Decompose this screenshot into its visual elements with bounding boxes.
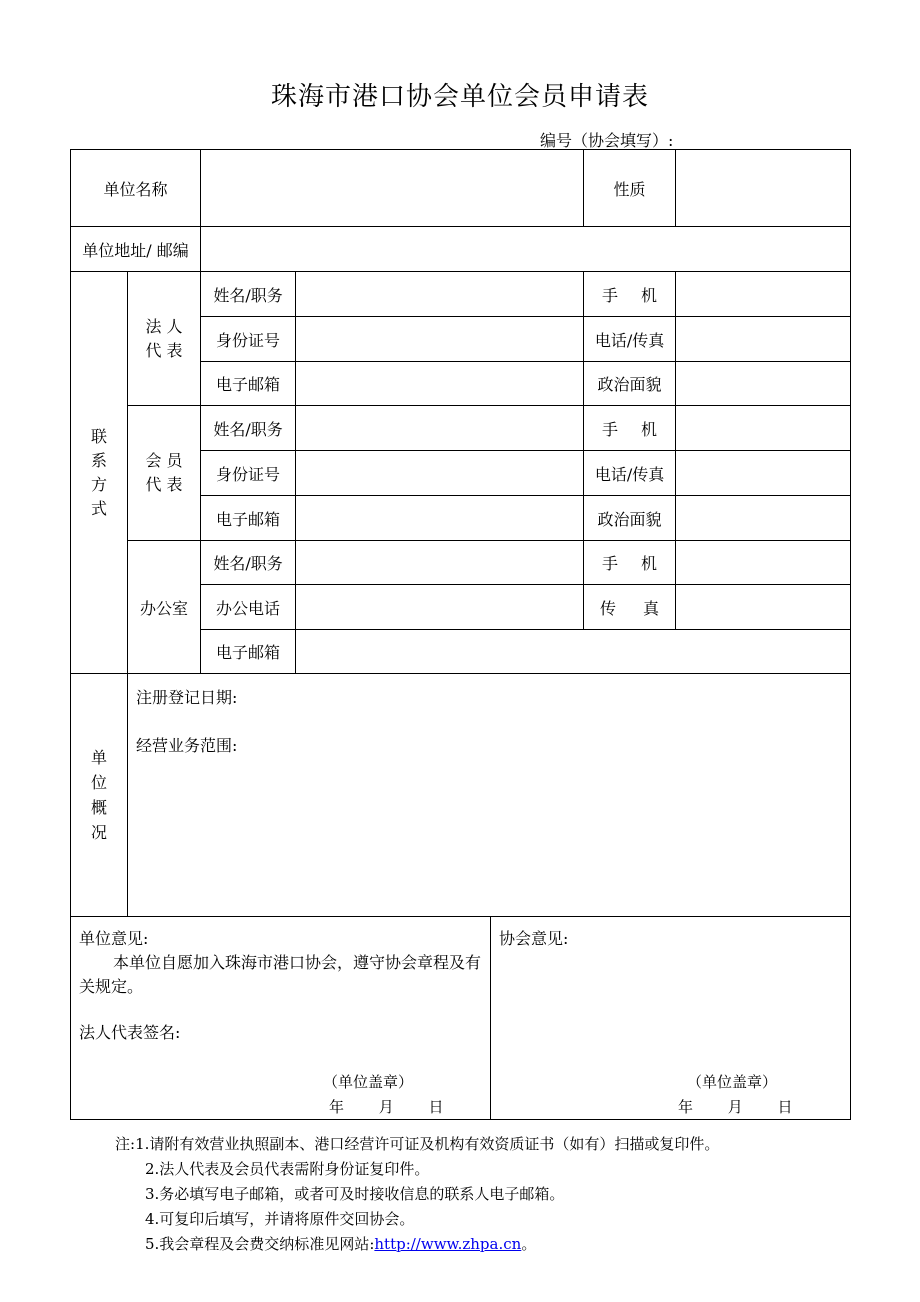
legal-sign-label: 法人代表签名: — [79, 1023, 181, 1042]
note-1: 1.请附有效营业执照副本、港口经营许可证及机构有效资质证书（如有）扫描或复印件。 — [135, 1135, 720, 1153]
website-link[interactable]: http://www.zhpa.cn — [374, 1235, 522, 1253]
legal-mobile-field[interactable] — [676, 272, 851, 317]
unit-name-field[interactable] — [201, 150, 584, 227]
unit-opinion-box[interactable] — [71, 917, 491, 1120]
note-5-end: 。 — [521, 1235, 537, 1253]
legal-rep-label — [128, 272, 201, 406]
nature-field[interactable] — [676, 150, 851, 227]
legal-political-label: 政治面貌 — [584, 362, 676, 406]
legal-id-label: 身份证号 — [201, 317, 296, 362]
note-2: 2.法人代表及会员代表需附身份证复印件。 — [145, 1160, 430, 1178]
legal-name-field[interactable] — [296, 272, 584, 317]
address-field[interactable] — [201, 227, 851, 272]
legal-rep-text: 法 人 代 表 — [145, 316, 183, 360]
note-5 — [115, 1232, 719, 1257]
office-mobile-field[interactable] — [676, 541, 851, 585]
office-name-field[interactable] — [296, 541, 584, 585]
notes-prefix: 注: — [115, 1135, 136, 1153]
address-label: 单位地址/ 邮编 — [71, 227, 201, 272]
note-3: 3.务必填写电子邮箱，或者可及时接收信息的联系人电子邮箱。 — [145, 1185, 565, 1203]
legal-mobile-label: 手 机 — [584, 272, 676, 317]
office-mobile-label: 手 机 — [584, 541, 676, 585]
legal-phone-label: 电话/传真 — [584, 317, 676, 362]
business-scope-label: 经营业务范围: — [136, 736, 238, 755]
legal-email-label: 电子邮箱 — [201, 362, 296, 406]
notes — [115, 1132, 719, 1257]
office-label: 办公室 — [128, 541, 201, 674]
assoc-date-line: 年 月 日 — [678, 1098, 793, 1116]
member-id-field[interactable] — [296, 451, 584, 496]
office-fax-label: 传 真 — [584, 585, 676, 630]
assoc-opinion-label: 协会意见: — [499, 929, 569, 948]
unit-stamp-label: （单位盖章） — [323, 1073, 414, 1091]
member-mobile-field[interactable] — [676, 406, 851, 451]
member-rep-text: 会 员 代 表 — [145, 451, 183, 494]
contact-group-text: 联系方式 — [90, 426, 107, 518]
legal-political-field[interactable] — [676, 362, 851, 406]
unit-date-line: 年 月 日 — [329, 1098, 444, 1116]
overview-field[interactable] — [128, 674, 851, 917]
legal-phone-field[interactable] — [676, 317, 851, 362]
note-4: 4.可复印后填写，并请将原件交回协会。 — [145, 1210, 415, 1228]
reg-date-label: 注册登记日期: — [136, 688, 238, 707]
application-form — [70, 149, 851, 917]
member-name-label: 姓名/职务 — [201, 406, 296, 451]
office-phone-label: 办公电话 — [201, 585, 296, 630]
office-phone-field[interactable] — [296, 585, 584, 630]
overview-group-label — [71, 674, 128, 917]
member-email-label: 电子邮箱 — [201, 496, 296, 541]
assoc-opinion-box[interactable] — [491, 917, 851, 1120]
member-political-field[interactable] — [676, 496, 851, 541]
member-name-field[interactable] — [296, 406, 584, 451]
member-email-field[interactable] — [296, 496, 584, 541]
office-name-label: 姓名/职务 — [201, 541, 296, 585]
legal-email-field[interactable] — [296, 362, 584, 406]
assoc-stamp-label: （单位盖章） — [687, 1073, 778, 1091]
office-email-field[interactable] — [296, 630, 851, 674]
member-rep-label — [128, 406, 201, 541]
legal-name-label: 姓名/职务 — [201, 272, 296, 317]
serial-number-label: 编号（协会填写）: — [540, 131, 674, 150]
nature-label: 性质 — [584, 150, 676, 227]
unit-opinion-text: 本单位自愿加入珠海市港口协会，遵守协会章程及有关规定。 — [79, 953, 482, 996]
member-phone-field[interactable] — [676, 451, 851, 496]
member-mobile-label: 手 机 — [584, 406, 676, 451]
member-id-label: 身份证号 — [201, 451, 296, 496]
member-political-label: 政治面貌 — [584, 496, 676, 541]
contact-group-label — [71, 272, 128, 674]
opinion-table — [70, 916, 851, 1120]
overview-group-text: 单位概况 — [90, 748, 107, 842]
member-phone-label: 电话/传真 — [584, 451, 676, 496]
unit-opinion-label: 单位意见: — [79, 929, 149, 948]
legal-id-field[interactable] — [296, 317, 584, 362]
unit-name-label: 单位名称 — [71, 150, 201, 227]
office-fax-field[interactable] — [676, 585, 851, 630]
office-email-label: 电子邮箱 — [201, 630, 296, 674]
note-5-text: 5.我会章程及会费交纳标准见网站: — [145, 1235, 375, 1253]
page-title: 珠海市港口协会单位会员申请表 — [270, 82, 649, 112]
